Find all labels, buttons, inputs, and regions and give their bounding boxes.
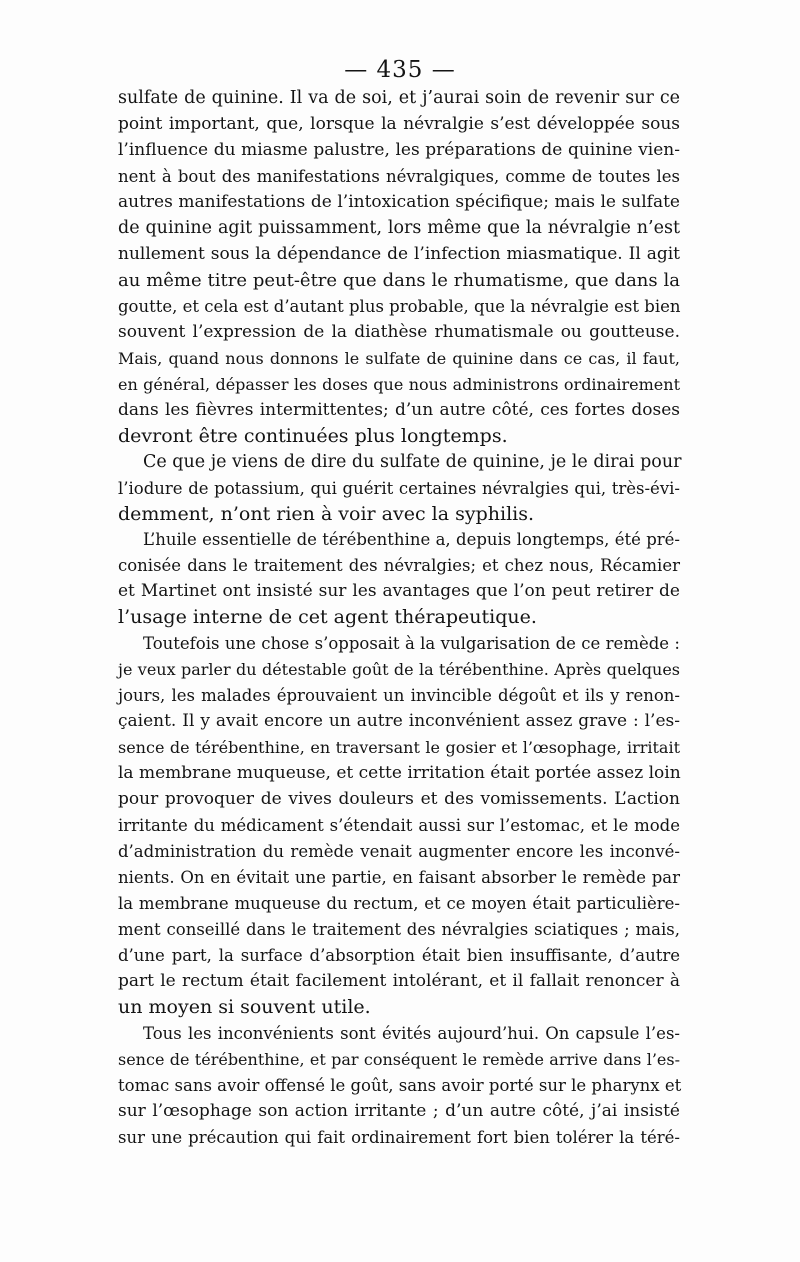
text-line: çaient. Il y avait encore un autre inconvénient assez grave : l’es- (118, 711, 680, 732)
text-line: tomac sans avoir offensé le goût, sans avoir porté sur le pharynx et (118, 1075, 682, 1095)
page-number: — 435 — (344, 57, 456, 83)
text-line: d’administration du remède venait augmenter encore les inconvé- (118, 842, 680, 862)
text-line: sence de térébenthine, en traversant le gosier et l’œsophage, irritait (118, 738, 680, 758)
text-line: l’iodure de potassium, qui guérit certaines névralgies qui, très-évi- (118, 478, 680, 498)
paragraph-first-line: Ce que je viens de dire du sulfate de quinine, je le dirai pour (143, 451, 682, 472)
paragraph-first-line: Toutefois une chose s’opposait à la vulgarisation de ce remède : (143, 634, 680, 654)
text-line: d’une part, la surface d’absorption était bien insuffisante, d’autre (118, 945, 680, 965)
text-line: nullement sous la dépendance de l’infection miasmatique. Il agit (118, 243, 680, 264)
text-line: autres manifestations de l’intoxication spécifique; mais le sulfate (118, 191, 680, 212)
text-line: au même titre peut-être que dans le rhumatisme, que dans la (118, 269, 680, 291)
text-line: point important, que, lorsque la névralgie s’est développée sous (118, 113, 680, 134)
text-line: part le rectum était facilement intolérant, et il fallait renoncer à (118, 970, 680, 991)
text-line: l’influence du miasme palustre, les préparations de quinine vien- (118, 139, 680, 160)
text-line: la membrane muqueuse, et cette irritation était portée assez loin (118, 763, 681, 784)
text-line: l’usage interne de cet agent thérapeutique. (118, 606, 537, 629)
text-line: et Martinet ont insisté sur les avantages que l’on peut retirer de (118, 581, 680, 602)
text-line: un moyen si souvent utile. (118, 995, 371, 1018)
text-line: nients. On en évitait une partie, en faisant absorber le remède par (118, 868, 680, 888)
text-line: nent à bout des manifestations névralgiques, comme de toutes les (118, 166, 680, 186)
text-line: dans les fièvres intermittentes; d’un autre côté, ces fortes doses (118, 399, 680, 420)
body-text (118, 86, 680, 1151)
text-line: de quinine agit puissamment, lors même que la névralgie n’est (118, 217, 680, 238)
text-line: sur une précaution qui fait ordinairement fort bien tolérer la téré- (118, 1127, 680, 1147)
text-line: goutte, et cela est d’autant plus probable, que la névralgie est bien (118, 296, 681, 316)
text-line: sur l’œsophage son action irritante ; d’un autre côté, j’ai insisté (118, 1100, 680, 1121)
paragraph-first-line: Tous les inconvénients sont évités aujourd’hui. On capsule l’es- (143, 1023, 680, 1043)
text-line: en général, dépasser les doses que nous administrons ordinairement (118, 374, 680, 394)
text-line: sulfate de quinine. Il va de soi, et j’aurai soin de revenir sur ce (118, 88, 680, 108)
text-line: devront être continuées plus longtemps. (118, 424, 508, 447)
text-line: conisée dans le traitement des névralgies; et chez nous, Récamier (118, 556, 680, 576)
text-line: ment conseillé dans le traitement des névralgies sciatiques ; mais, (118, 920, 680, 939)
paragraph-first-line: L’huile essentielle de térébenthine a, depuis longtemps, été pré- (143, 530, 680, 550)
text-line: souvent l’expression de la diathèse rhumatismale ou goutteuse. (118, 321, 680, 342)
text-line: demment, n’ont rien à voir avec la syphilis. (118, 502, 535, 525)
text-line: sence de térébenthine, et par conséquent le remède arrive dans l’es- (118, 1049, 680, 1069)
text-line: jours, les malades éprouvaient un invincible dégoût et ils y renon- (118, 686, 680, 706)
text-line: irritante du médicament s’étendait aussi sur l’estomac, et le mode (118, 816, 680, 836)
text-line: pour provoquer de vives douleurs et des vomissements. L’action (118, 789, 680, 810)
text-line: la membrane muqueuse du rectum, et ce moyen était particulière- (118, 894, 680, 914)
text-line: Mais, quand nous donnons le sulfate de quinine dans ce cas, il faut, (118, 348, 680, 368)
text-line: je veux parler du détestable goût de la térébenthine. Après quelques (118, 660, 680, 680)
